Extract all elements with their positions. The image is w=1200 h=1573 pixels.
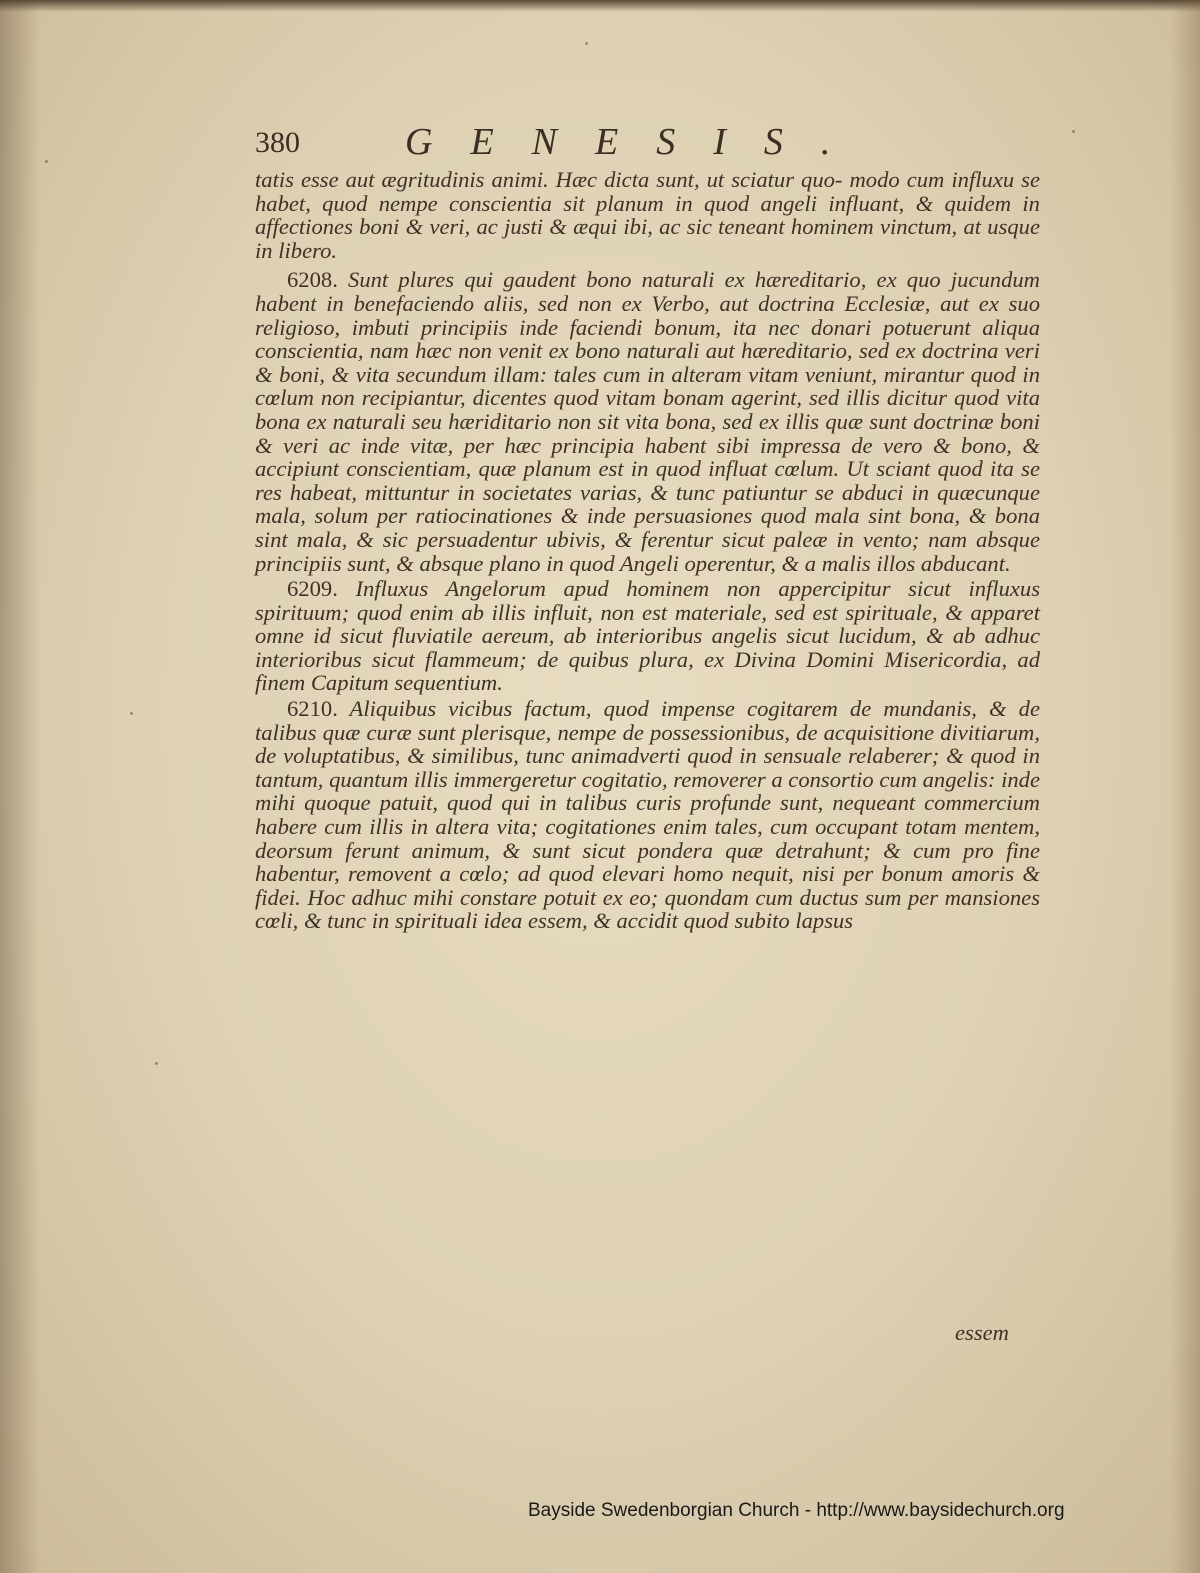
page-header xyxy=(255,120,1045,168)
paper-speck xyxy=(45,160,48,163)
page-top-edge xyxy=(0,0,1200,12)
text-line: quod angeli influant, & quidem in affectiones boni & veri, ac xyxy=(255,190,1040,240)
paper-speck xyxy=(155,1062,158,1065)
text-line: justi & æqui ibi, ac sic teneant hominem vinctum, at usque in xyxy=(255,214,1040,263)
page-number: 380 xyxy=(255,126,300,159)
paragraph-6208 xyxy=(255,268,1040,575)
text-line: libero. xyxy=(278,237,338,263)
watermark-credit: Bayside Swedenborgian Church - http://www.baysidechurch.org xyxy=(528,1500,1065,1521)
paragraph-number: 6209. xyxy=(287,576,338,602)
binding-shadow xyxy=(0,0,40,1573)
paragraph-6209 xyxy=(255,577,1040,695)
paragraph-number: 6208. xyxy=(287,267,338,293)
paper-speck xyxy=(585,42,588,45)
paragraph-text: Influxus Angelorum apud hominem non appercipitur sicut influxus spirituum; quod enim ab illis influit, non est materiale, sed est spirituale, & apparet omne id sicut fluviatile aereum, ab interioribus angelis sicut lucidum, & ab adhuc interioribus sicut flammeum; de quibus plura, ex Divina Domini Misericordia, ad finem Capitum sequentium. xyxy=(255,576,1040,696)
paper-speck xyxy=(130,712,133,715)
page-right-edge xyxy=(1170,0,1200,1573)
paragraph-6210 xyxy=(255,697,1040,933)
body-text xyxy=(255,168,1040,933)
running-title: GENESIS. xyxy=(405,121,869,163)
text-line: modo cum influxu se habet, quod nempe conscientia sit planum in xyxy=(255,167,1040,216)
paragraph-text: Aliquibus vicibus factum, quod impense cogitarem de mundanis, & de talibus quæ curæ sunt plerisque, nempe de possessionibus, de acquisitione divitiarum, de voluptatibus, & similibus, tunc animadverti quod in sensuale relaberer; & quod in tantum, quantum illis immergeretur cogitatio, removerer a consortio cum angelis: inde mihi quoque patuit, quod qui in talibus curis profunde sunt, nequeant commercium habere cum illis in altera vita; cogitationes enim tales, cum occupant totam mentem, deorsum ferunt animum, & sunt sicut pondera quæ detrahunt; & cum pro fine habentur, removent a cœlo; ad quod elevari homo nequit, nisi per bonum amoris & fidei. Hoc adhuc mihi constare potuit ex eo; quondam cum ductus sum per mansiones cœli, & tunc in spirituali idea essem, & accidit quod subito lapsus xyxy=(255,696,1040,934)
catchword: essem xyxy=(955,1320,1009,1345)
intro-paragraph xyxy=(255,168,1040,262)
paper-speck xyxy=(1072,130,1075,133)
paragraph-text: Sunt plures qui gaudent bono naturali ex hæreditario, ex quo jucundum habent in benefaciendo aliis, sed non ex Verbo, aut doctrina Ecclesiæ, aut ex suo religioso, imbuti principiis inde faciendi bonum, ita nec donari potuerunt aliqua conscientia, nam hæc non venit ex bono naturali aut hæreditario, sed ex doctrina veri & boni, & vita secundum illam: tales cum in alteram vitam veniunt, mirantur quod in cœlum non recipiantur, dicentes quod vitam bonam agerint, sed illis dicitur quod vita bona ex naturali seu hæriditario non sit vita bona, sed ex illis quæ sunt doctrinæ boni & veri ac inde vitæ, per hæc principia habent sibi impressa de vero & bono, & accipiunt conscientiam, quæ planum est in quod influat cœlum. Ut sciant quod ita se res habeat, mittuntur in societates varias, & tunc patiuntur se abduci in quæcunque mala, solum per ratiocinationes & inde persuasiones quod mala sint bona, & bona sint mala, & sic persuadentur ubivis, & ferentur sicut paleæ in vento; nam absque principiis sunt, & absque plano in quod Angeli operentur, & a malis illos abducant. xyxy=(255,267,1040,576)
text-line: tatis esse aut ægritudinis animi. Hæc dicta sunt, ut sciatur quo- xyxy=(255,167,843,192)
paragraph-number: 6210. xyxy=(287,696,338,722)
